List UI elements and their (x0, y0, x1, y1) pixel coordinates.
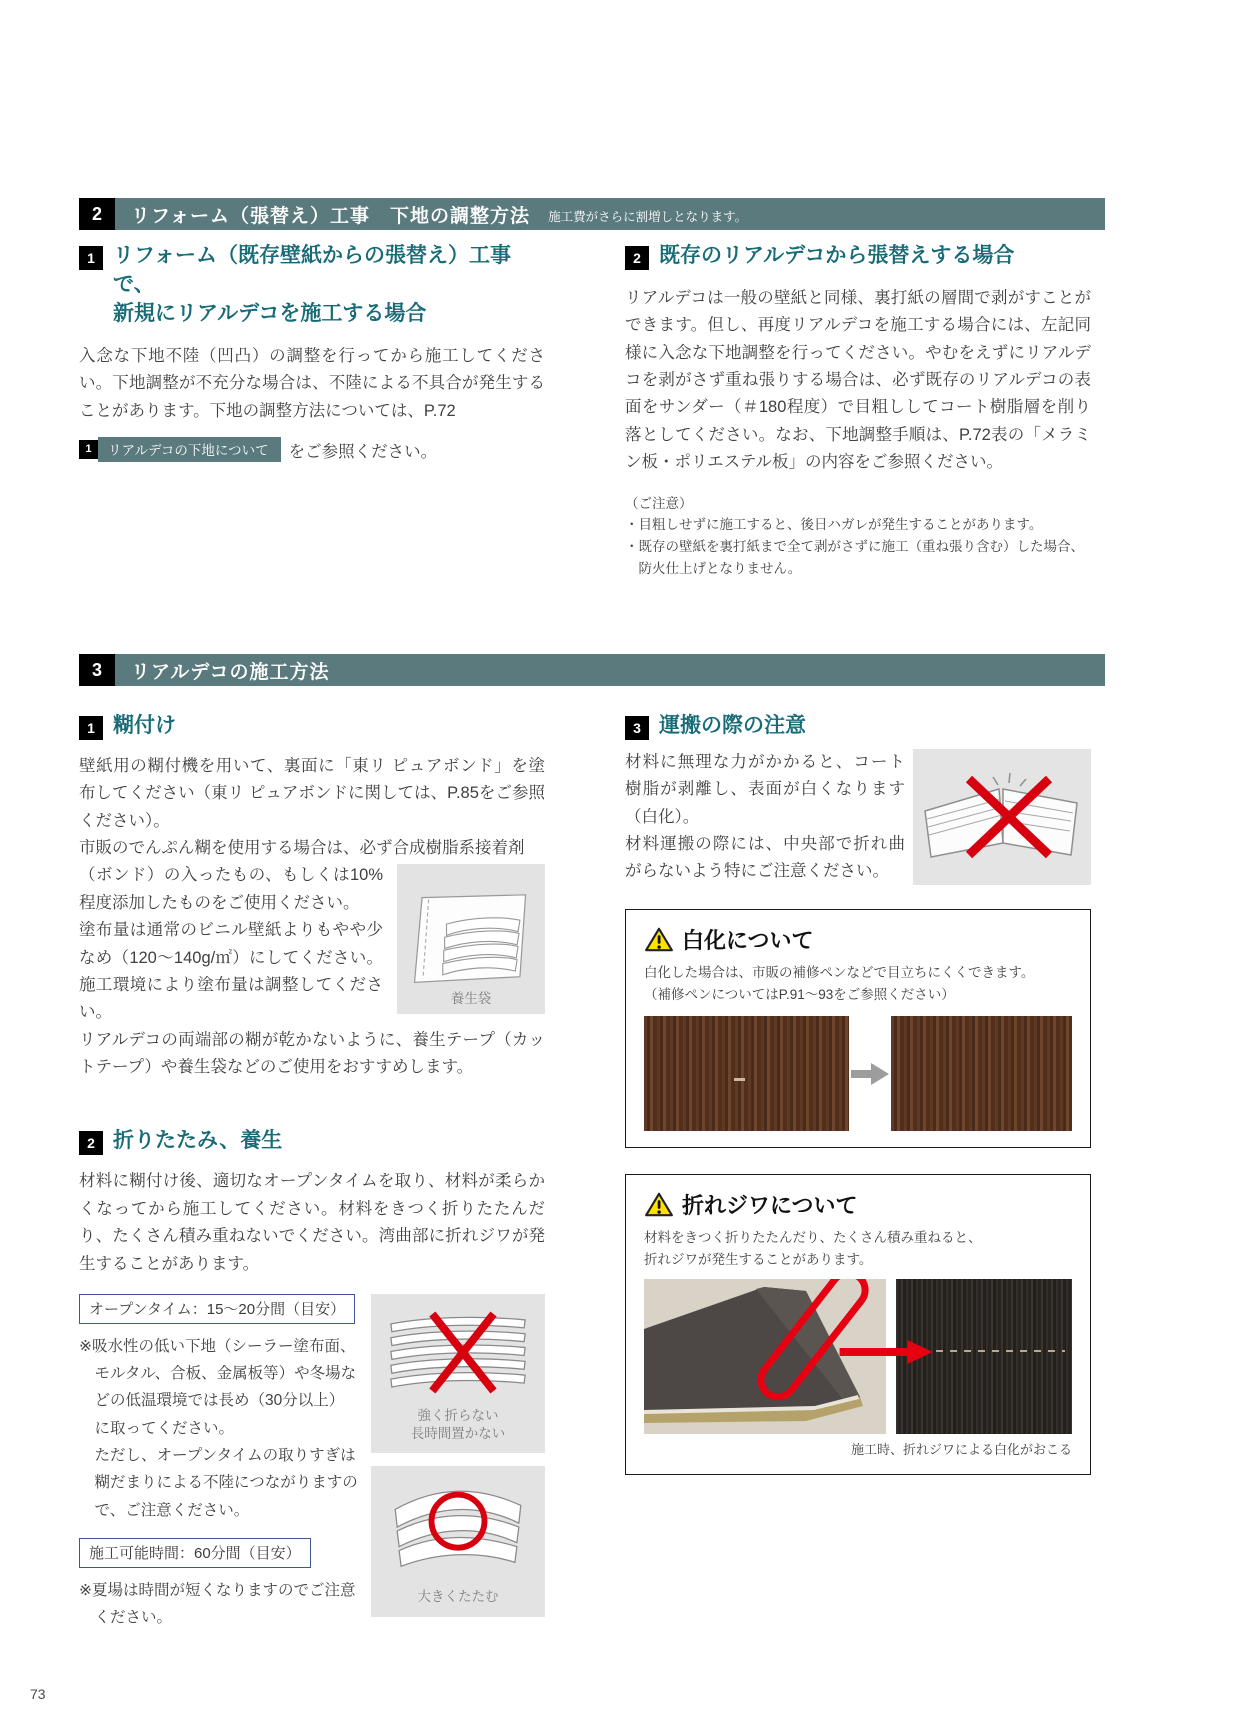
whitening-title: 白化について (682, 927, 814, 953)
sub2-heading (625, 242, 1091, 271)
open-time-note-1: ※吸水性の低い下地（シーラー塗布面、モルタル、合板、金属板等）や冬場などの低温環境では長め（30分以上）に取ってください。 (79, 1337, 357, 1437)
carry-paragraph-2: 材料運搬の際には、中央部で折れ曲がらないよう特にご注意ください。 (625, 835, 905, 881)
whitened-crease-mark (734, 1078, 745, 1081)
sub1-title-line2: 新規にリアルデコを施工する場合 (113, 301, 427, 325)
glue-number: 1 (79, 716, 103, 740)
caution-line2: ・既存の壁紙を裏打紙まで全て剥がさずに施工（重ね張り含む）した場合、 (625, 539, 1084, 555)
glue-paragraph-2b: （ボンド）の入ったもの、もしくは10%程度添加したものをご使用ください。 (79, 866, 383, 912)
caution-line1: ・目粗しせずに施工すると、後日ハガレが発生することがあります。 (625, 517, 1043, 533)
sub2-body: リアルデコは一般の壁紙と同様、裏打紙の層間で剥がすことができます。但し、再度リアルデコを施工する場合には、左記同様に入念な下地調整を行ってください。やむをえずにリアルデコを剥がさず重ね張りする場合は、必ず既存のリアルデコの表面をサンダー（＃180程度）で目粗ししてコート樹脂層を削り落としてください。なお、下地調整手順は、P.72表の「メラミン板・ポリエステル板」の内容をご参照ください。 (625, 288, 1091, 472)
whitening-line1: 白化した場合は、市販の補修ペンなどで目立ちにくくできます。 (644, 964, 1035, 980)
sub1-body: 入念な下地不陸（凹凸）の調整を行ってから施工してください。下地調整が不充分な場合は、不陸による不具合が発生することがあります。下地の調整方法については、P.72 (79, 346, 545, 420)
crease-whitening-line (908, 1350, 1065, 1352)
crease-alert-box (625, 1174, 1091, 1475)
section3-right-column (625, 712, 1091, 1475)
section3-header-bar (79, 654, 1105, 686)
reference-badge-label: リアルデコの下地について (98, 437, 281, 462)
stacked-sheets-x-icon (383, 1306, 533, 1399)
reference-suffix: をご参照ください。 (288, 442, 438, 461)
section3-left-column (79, 712, 545, 1631)
crease-photo-caption: 施工時、折れジワによる白化がおこる (850, 1442, 1072, 1458)
carry-heading (625, 712, 1091, 741)
section2-number: 2 (79, 198, 115, 230)
fold-loosely-illustration (371, 1466, 545, 1616)
whitening-before-after (644, 1016, 1072, 1131)
open-time-note-2: ただし、オープンタイムの取りすぎは糊だまりによる不陸につながりますので、ご注意ください。 (94, 1447, 358, 1519)
crease-title-row (644, 1189, 1072, 1220)
crease-text (644, 1227, 1072, 1270)
warning-triangle-icon (644, 1191, 674, 1218)
section3-title: リアルデコの施工方法 (131, 661, 330, 683)
dont-fold-caption-1: 強く折らない (417, 1407, 499, 1423)
sub1-heading (79, 242, 545, 329)
protection-bag-caption: 養生袋 (450, 991, 492, 1007)
glue-heading (79, 712, 545, 741)
fold-number: 2 (79, 1131, 103, 1155)
fold-illustrations-column (371, 1294, 545, 1631)
whitened-crease-result-photo (896, 1279, 1072, 1434)
carry-paragraph-1: 材料に無理な力がかかると、コート樹脂が剥離し、表面が白くなります（白化）。 (625, 752, 905, 826)
dont-fold-hard-illustration (371, 1294, 545, 1453)
glue-paragraph-1: 壁紙用の糊付機を用いて、裏面に「東リ ピュアボンド」を塗布してください（東リ ピュアボンドに関しては、P.85をご参照ください）。 (79, 756, 545, 830)
glue-paragraph-3: 塗布量は通常のビニル壁紙よりもやや少なめ（120〜140g/㎡）にしてください。施工環境により塗布量は調整してください。 (79, 921, 383, 1022)
sub1-title-line1: リフォーム（既存壁紙からの張替え）工事で、 (113, 244, 511, 296)
fold-title: 折りたたみ、養生 (113, 1129, 283, 1153)
loose-fold-circle-icon (383, 1478, 533, 1580)
wood-sample-before-photo (644, 1016, 849, 1131)
whitening-title-row (644, 924, 1072, 955)
work-time-note: ※夏場は時間が短くなりますのでご注意ください。 (79, 1581, 356, 1627)
bent-material-x-icon (913, 749, 1091, 885)
glue-body-flow (79, 753, 545, 1082)
section2-header-bar (79, 198, 1105, 230)
section2-title: リフォーム（張替え）工事 下地の調整方法 (131, 205, 531, 227)
section2-note: 施工費がさらに割増しとなります。 (548, 210, 748, 224)
folded-material-on-sheet-icon (408, 892, 534, 988)
crease-photos-row (644, 1279, 1072, 1434)
fold-heading (79, 1127, 545, 1156)
dont-fold-caption-2: 長時間置かない (410, 1426, 506, 1442)
glue-paragraph-2a: 市販のでんぷん糊を使用する場合は、必ず合成樹脂系接着剤 (79, 839, 525, 858)
whitening-line2: （補修ペンについてはP.91〜93をご参照ください） (644, 986, 955, 1002)
folded-material-photo (644, 1279, 886, 1434)
dont-bend-illustration (913, 749, 1091, 885)
fold-body: 材料に糊付け後、適切なオープンタイムを取り、材料が柔らかくなってから施工してください。材料をきつく折りたたんだり、たくさん積み重ねないでください。湾曲部に折れジワが発生することがあります。 (79, 1172, 545, 1273)
wood-sample-after-photo (891, 1016, 1072, 1131)
caution-line3: 防火仕上げとなりません。 (625, 561, 802, 577)
carry-title: 運搬の際の注意 (659, 714, 806, 737)
section3-number: 3 (79, 654, 115, 686)
fold-detail-row (79, 1294, 545, 1631)
warning-triangle-icon (644, 926, 674, 953)
crease-line1: 材料をきつく折りたたんだり、たくさん積み重ねると、 (644, 1230, 982, 1246)
crease-line2: 折れジワが発生することがあります。 (644, 1251, 873, 1267)
whitening-alert-box (625, 909, 1091, 1148)
section2-right-column (625, 242, 1091, 580)
fold-edge-highlight-icon (644, 1279, 886, 1434)
crease-title: 折れジワについて (682, 1193, 858, 1219)
carry-content-row (625, 749, 1091, 901)
page-number: 73 (30, 1686, 46, 1702)
fold-loosely-caption: 大きくたたむ (417, 1589, 499, 1605)
glue-paragraph-4: リアルデコの両端部の糊が乾かないように、養生テープ（カットテープ）や養生袋などのご使用をおすすめします。 (79, 1030, 545, 1077)
caution-block (625, 493, 1091, 580)
open-time-box: オープンタイム：15〜20分間（目安） (79, 1294, 355, 1324)
carry-number: 3 (625, 716, 649, 740)
arrow-right-icon (849, 1059, 891, 1089)
reference-badge-line (79, 437, 545, 462)
caution-title: （ご注意） (625, 495, 693, 511)
section2-left-column (79, 242, 545, 462)
reference-badge-number: 1 (79, 440, 98, 459)
fold-notes-column (79, 1294, 359, 1631)
sub2-title: 既存のリアルデコから張替えする場合 (659, 244, 1015, 267)
sub2-number: 2 (625, 246, 649, 270)
protection-bag-illustration (397, 864, 545, 1014)
sub1-number: 1 (79, 246, 103, 270)
work-time-box: 施工可能時間：60分間（目安） (79, 1538, 311, 1568)
whitening-text (644, 962, 1072, 1005)
carry-text (625, 749, 905, 901)
sub1-title (113, 242, 545, 329)
glue-title: 糊付け (113, 714, 176, 737)
